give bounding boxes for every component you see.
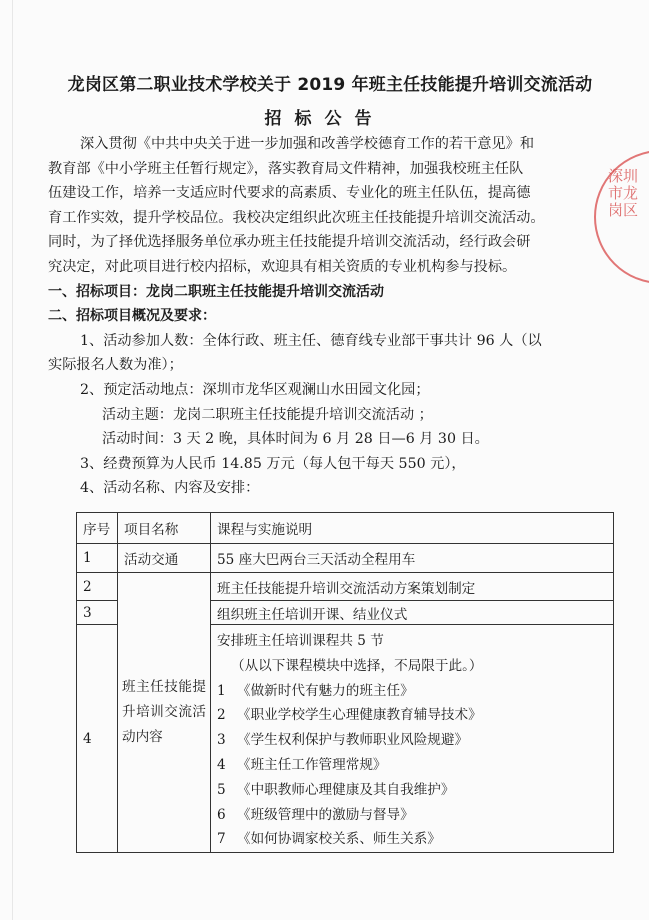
item-2-line-1: 2、预定活动地点：深圳市龙华区观澜山水田园文化园； bbox=[80, 381, 430, 398]
seal-text: 深圳市龙岗区 bbox=[608, 167, 639, 219]
cell-desc: 组织班主任培训开课、结业仪式 bbox=[211, 601, 614, 625]
item-2-line-3: 活动时间：3 天 2 晚，具体时间为 6 月 28 日—6 月 30 日。 bbox=[102, 431, 489, 448]
header-cell-no: 序号 bbox=[77, 513, 118, 544]
header-cell-desc: 课程与实施说明 bbox=[211, 513, 614, 544]
item-1-line-1: 1、活动参加人数：全体行政、班主任、德育线专业部干事共计 96 人（以 bbox=[80, 332, 542, 349]
course-item: 1 《做新时代有魅力的班主任》 bbox=[217, 682, 414, 699]
course-item: 7 《如何协调家校关系、师生关系》 bbox=[217, 831, 441, 848]
course-item: 5 《中职教师心理健康及其自我维护》 bbox=[217, 781, 455, 798]
paragraph-line: 育工作实效，提升学校品位。我校决定组织此次班主任技能提升培训交流活动。 bbox=[48, 209, 545, 226]
item-2-line-2: 活动主题：龙岗二职班主任技能提升培训交流活动 ； bbox=[102, 406, 433, 423]
section-heading-2: 二、招标项目概况及要求： bbox=[48, 308, 216, 325]
course-item: 3 《学生权利保护与教师职业风险规避》 bbox=[217, 732, 469, 749]
course-intro: 安排班主任培训课程共 5 节 bbox=[217, 633, 384, 649]
paragraph-line: 同时，为了择优选择服务单位承办班主任技能提升培训交流活动，经行政会研 bbox=[48, 234, 531, 251]
course-item: 2 《职业学校学生心理健康教育辅导技术》 bbox=[217, 707, 482, 724]
schedule-table bbox=[76, 512, 614, 853]
cell-no: 4 bbox=[77, 625, 118, 853]
cell-name: 活动交通 bbox=[118, 544, 211, 573]
cell-desc: 55 座大巴两台三天活动全程用车 bbox=[211, 544, 614, 573]
cell-no: 3 bbox=[77, 601, 118, 625]
course-intro-note: （从以下课程模块中选择，不局限于此。） bbox=[231, 657, 483, 674]
paragraph-line: 教育部《中小学班主任暂行规定》，落实教育局文件精神，加强我校班主任队 bbox=[48, 160, 524, 177]
header-cell-name: 项目名称 bbox=[118, 513, 211, 544]
course-item: 6 《班级管理中的激励与督导》 bbox=[217, 806, 414, 823]
item-3: 3、经费预算为人民币 14.85 万元（每人包干每天 550 元）， bbox=[80, 455, 466, 472]
document-title: 龙岗区第二职业技术学校关于 2019 年班主任技能提升培训交流活动 bbox=[67, 75, 593, 95]
course-item: 4 《班主任工作管理常规》 bbox=[217, 756, 387, 773]
document-subtitle: 招标公告 bbox=[264, 109, 385, 129]
cell-desc: 班主任技能提升培训交流活动方案策划制定 bbox=[211, 573, 614, 601]
cell-no: 2 bbox=[77, 573, 118, 601]
table-header-row bbox=[77, 513, 614, 544]
paragraph-line: 究决定，对此项目进行校内招标，欢迎具有相关资质的专业机构参与投标。 bbox=[48, 258, 517, 275]
table-row bbox=[77, 544, 614, 573]
paragraph-line: 伍建设工作，培养一支适应时代要求的高素质、专业化的班主任队伍，提高德 bbox=[48, 185, 531, 202]
item-1-line-2: 实际报名人数为准）； bbox=[48, 357, 183, 374]
item-4: 4、活动名称、内容及安排： bbox=[80, 480, 260, 497]
section-heading-1: 一、招标项目：龙岗二职班主任技能提升培训交流活动 bbox=[48, 283, 384, 300]
cell-courses bbox=[211, 625, 614, 853]
cell-no: 1 bbox=[77, 544, 118, 573]
table-row bbox=[77, 573, 614, 601]
scan-edge bbox=[12, 0, 13, 920]
document-body bbox=[48, 132, 604, 501]
cell-merged-name: 班主任技能提升培训交流活动内容 bbox=[118, 573, 211, 853]
paragraph-line: 深入贯彻《中共中央关于进一步加强和改善学校德育工作的若干意见》和 bbox=[80, 136, 535, 152]
